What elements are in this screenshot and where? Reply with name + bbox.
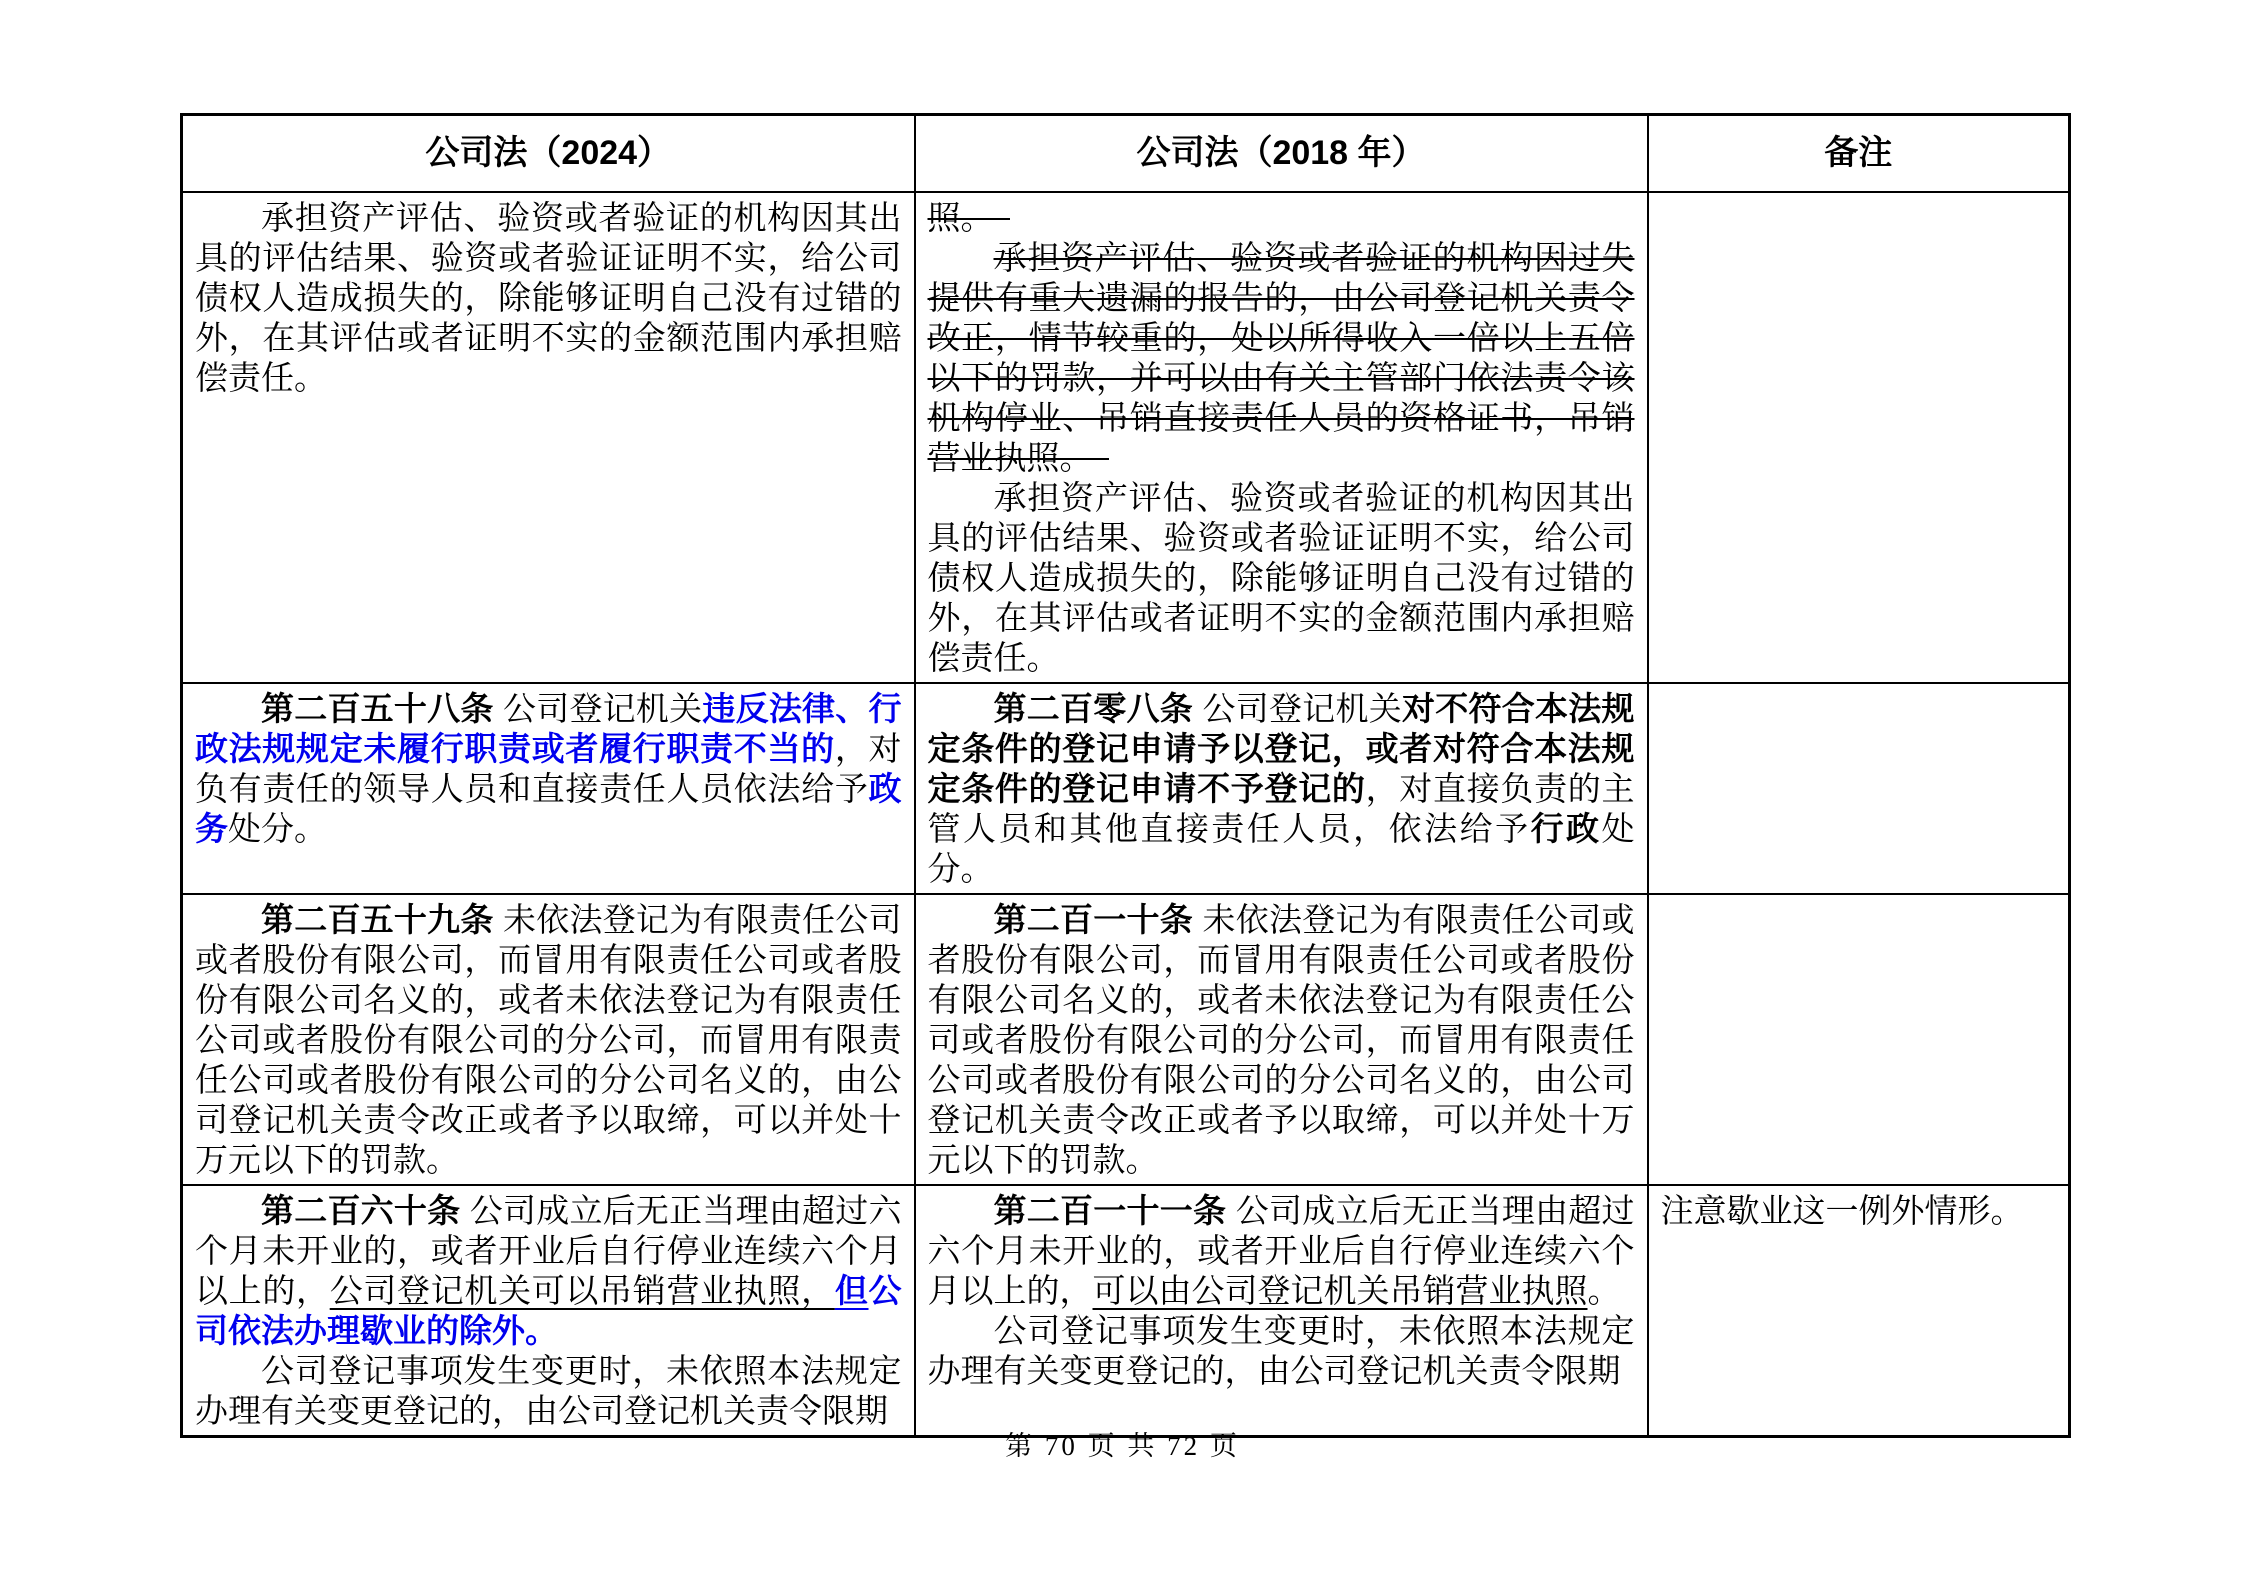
paragraph <box>928 198 1635 238</box>
text-run: 行政 <box>1530 809 1602 847</box>
text-run: 公司成立后无正当理由超过六个月未开业的，或者开业后自行停业连续六个月以上的， <box>927 1191 1635 1309</box>
text-run: 未依法登记为有限责任公司或者股份有限公司，而冒用有限责任公司或者股份有限公司名义的，或者未依法登记为有限责任公司或者股份有限公司的分公司，而冒用有限责任公司或者股份有限公司的分公司名义的，由公司登记机关责令改正或者予以取缔，可以并处十万元以下的罚款。 <box>195 900 902 1178</box>
text-run: 公司登记机关 <box>1193 689 1402 727</box>
column-header-law-2018: 公司法（2018 年） <box>915 115 1648 192</box>
text-run: 处分。 <box>927 809 1635 887</box>
text-run: 公司登记事项发生变更时，未依照本法规定办理有关变更登记的，由公司登记机关责令限期 <box>195 1351 902 1429</box>
text-run: 公司登记机关可以吊销营业执照， <box>329 1271 835 1309</box>
table-row <box>182 683 2070 894</box>
text-run: 承担资产评估、验资或者验证的机构因过失提供有重大遗漏的报告的，由公司登记机关责令改正，情节较重的，处以所得收入一倍以上五倍以下的罚款，并可以由有关主管部门依法责令该机构停业、吊销直接责任人员的资格证书，吊销营业执照。 <box>927 238 1635 476</box>
text-run: 处分。 <box>228 809 327 847</box>
table-row <box>182 1185 2070 1437</box>
column-header-law-2024: 公司法（2024） <box>182 115 915 192</box>
table-row <box>182 894 2070 1185</box>
paragraph <box>195 1351 902 1431</box>
text-run: 但 <box>834 1271 869 1309</box>
page-number-indicator: 第 70 页 共 72 页 <box>1005 1431 1240 1461</box>
text-run: 第二百一十条 <box>993 900 1194 938</box>
text-run: 公司登记机关 <box>493 689 703 727</box>
column-header-remarks: 备注 <box>1648 115 2070 192</box>
text-run: 对不符合本法规定条件的登记申请予以登记，或者对符合本法规定条件的登记申请不予登记的 <box>927 689 1635 807</box>
text-run: 第二百零八条 <box>993 689 1194 727</box>
text-run: 公司登记事项发生变更时，未依照本法规定办理有关变更登记的，由公司登记机关责令限期 <box>927 1311 1635 1389</box>
paragraph <box>928 689 1635 889</box>
text-run: ，对负有责任的领导人员和直接责任人员依法给予 <box>195 729 902 807</box>
cell-row2-law2024 <box>182 683 915 894</box>
paragraph <box>928 1311 1635 1391</box>
cell-row3-remarks <box>1648 894 2070 1185</box>
text-run: 注意歇业这一例外情形。 <box>1660 1191 2024 1229</box>
text-run: 违反法律、行政法规规定未履行职责或者履行职责不当的 <box>195 689 902 767</box>
cell-row3-law2018 <box>915 894 1648 1185</box>
table-row <box>182 192 2070 683</box>
text-run: 第二百五十八条 <box>261 689 494 727</box>
text-run: 照。 <box>927 198 1010 236</box>
cell-row2-remarks <box>1648 683 2070 894</box>
text-run: 公司成立后无正当理由超过六个月未开业的，或者开业后自行停业连续六个月以上的， <box>195 1191 902 1309</box>
text-run: 第二百五十九条 <box>261 900 494 938</box>
paragraph <box>1661 1191 2057 1231</box>
paragraph <box>928 478 1635 678</box>
paragraph <box>928 1191 1635 1311</box>
cell-row4-law2024 <box>182 1185 915 1437</box>
text-run: 第二百六十条 <box>261 1191 461 1229</box>
paragraph <box>195 900 902 1180</box>
text-run: 承担资产评估、验资或者验证的机构因其出具的评估结果、验资或者验证证明不实，给公司债权人造成损失的，除能够证明自己没有过错的外，在其评估或者证明不实的金额范围内承担赔偿责任。 <box>927 478 1635 676</box>
paragraph <box>928 900 1635 1180</box>
paragraph <box>195 689 902 849</box>
text-run: 公司依法办理歇业的除外。 <box>195 1271 902 1349</box>
header-row <box>182 115 2070 192</box>
text-run: 第二百一十一条 <box>993 1191 1227 1229</box>
text-run: ，对直接负责的主管人员和其他直接责任人员，依法给予 <box>927 769 1635 847</box>
cell-row1-law2024 <box>182 192 915 683</box>
paragraph <box>195 198 902 398</box>
cell-row4-law2018 <box>915 1185 1648 1437</box>
text-run: 。 <box>1587 1271 1621 1309</box>
paragraph <box>195 1191 902 1351</box>
cell-row1-remarks <box>1648 192 2070 683</box>
cell-row1-law2018 <box>915 192 1648 683</box>
text-run: 未依法登记为有限责任公司或者股份有限公司，而冒用有限责任公司或者股份有限公司名义的，或者未依法登记为有限责任公司或者股份有限公司的分公司，而冒用有限责任公司或者股份有限公司的分公司名义的，由公司登记机关责令改正或者予以取缔，可以并处十万元以下的罚款。 <box>927 900 1635 1178</box>
text-run: 政务 <box>195 769 902 847</box>
text-run: 可以由公司登记机关吊销营业执照 <box>1092 1271 1588 1309</box>
cell-row2-law2018 <box>915 683 1648 894</box>
text-run: 承担资产评估、验资或者验证的机构因其出具的评估结果、验资或者验证证明不实，给公司债权人造成损失的，除能够证明自己没有过错的外，在其评估或者证明不实的金额范围内承担赔偿责任。 <box>195 198 902 396</box>
cell-row4-remarks <box>1648 1185 2070 1437</box>
cell-row3-law2024 <box>182 894 915 1185</box>
paragraph <box>928 238 1635 478</box>
comparison-table <box>180 113 2071 1438</box>
